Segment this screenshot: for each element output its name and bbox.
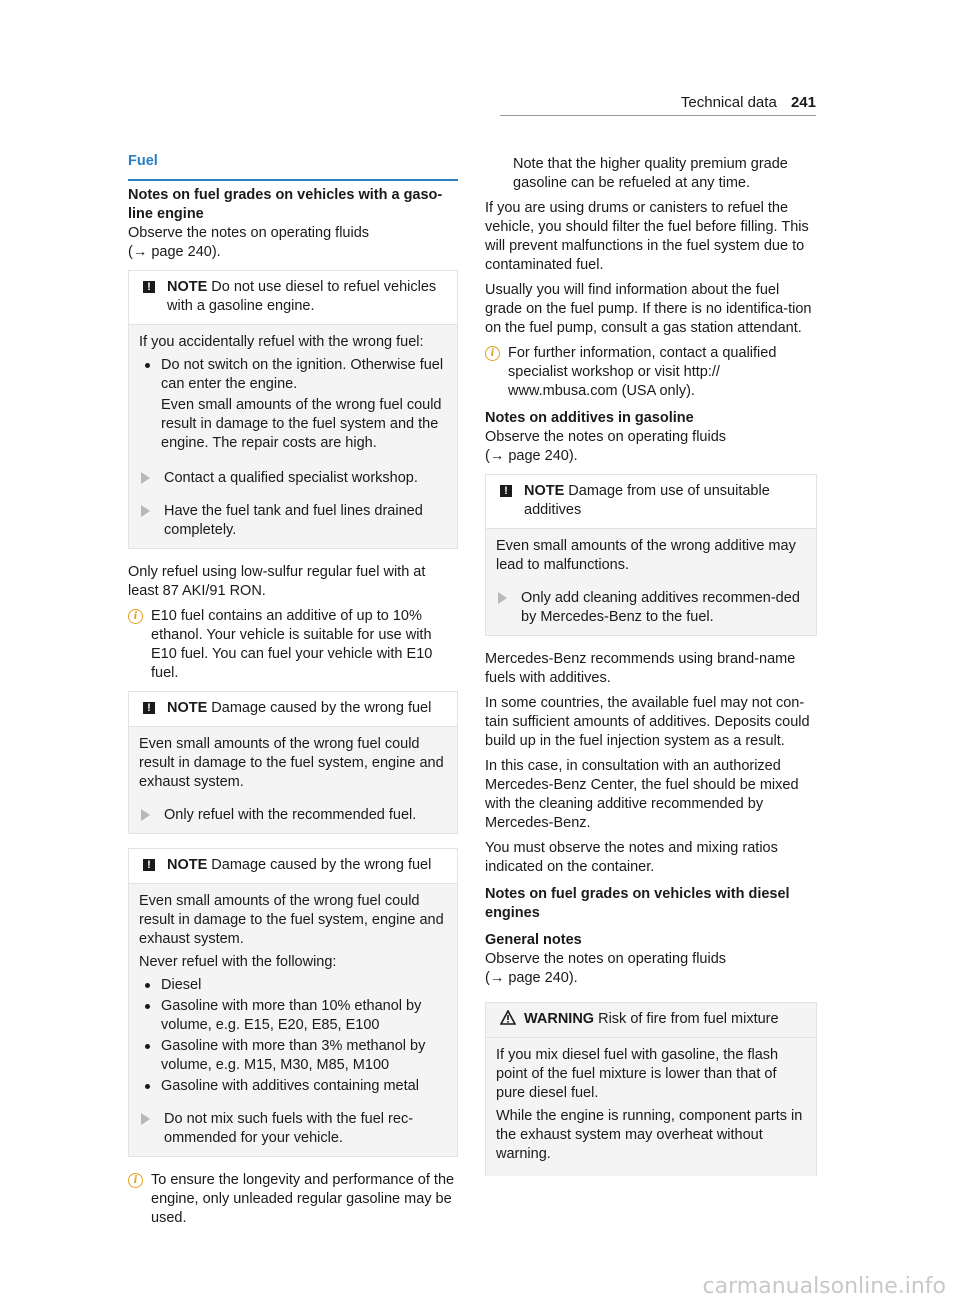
note-header [486, 475, 816, 529]
play-arrow-icon [141, 809, 150, 821]
note-text: Even small amounts of the wrong fuel could result in damage to the fuel system, engine and exhaust system. [139, 893, 444, 947]
low-sulfur-text: Only refuel using low-sulfur regular fuel with at least 87 AKI/91 RON. [128, 564, 426, 599]
note-text: Even small amounts of the wrong additive may lead to malfunctions. [496, 538, 796, 573]
list-item: Gasoline with more than 10% ethanol by volume, e.g. E15, E20, E85, E100 [139, 997, 447, 1035]
page-header [681, 93, 816, 112]
right-column [485, 155, 817, 1188]
warning-box-fire [485, 1002, 817, 1176]
info-icon: i [128, 609, 143, 624]
note-title: Damage caused by the wrong fuel [211, 700, 432, 716]
play-arrow-icon [141, 472, 150, 484]
note-label: NOTE [167, 700, 208, 716]
action-step [139, 800, 447, 825]
note-box-wrong-fuel [128, 691, 458, 834]
step-text: Only add cleaning additives recommen-ded by Mercedes-Benz to the fuel. [521, 590, 800, 625]
note-text: Even small amounts of the wrong fuel could result in damage to the fuel system, engine and exhaust system. [139, 736, 444, 790]
note-title: Damage from use of unsuitable additives [524, 483, 770, 518]
step-text: Do not mix such fuels with the fuel rec-ommended for your vehicle. [164, 1111, 414, 1146]
warning-triangle-icon [500, 1010, 516, 1025]
header-divider [500, 115, 816, 116]
note-box-diesel [128, 270, 458, 549]
fuel-pump-text: Usually you will find information about the fuel grade on the fuel pump. If there is no identifica-tion on the fuel pump, consult a gas station attendant. [485, 282, 812, 336]
info-note-e10 [128, 607, 458, 683]
watermark: carmanualsonline.info [702, 1274, 946, 1299]
mixing-ratios-text: You must observe the notes and mixing ratios indicated on the container. [485, 840, 778, 875]
heading-gasoline-grades: Notes on fuel grades on vehicles with a gaso-line engine [128, 187, 443, 222]
action-step [139, 1104, 447, 1148]
info-icon: i [128, 1173, 143, 1188]
info-note-workshop [485, 344, 817, 401]
info-icon: i [485, 346, 500, 361]
note-box-additives [485, 474, 817, 636]
action-step [496, 583, 806, 627]
list-item: Gasoline with more than 3% methanol by volume, e.g. M15, M30, M85, M100 [139, 1037, 447, 1075]
play-arrow-icon [498, 592, 507, 604]
warning-text: While the engine is running, component parts in the exhaust system may overheat without warning. [496, 1108, 803, 1162]
operating-fluids-text: Observe the notes on operating fluids [485, 429, 727, 445]
note-label: NOTE [167, 279, 208, 295]
play-arrow-icon [141, 505, 150, 517]
heading-diesel-grades: Notes on fuel grades on vehicles with diesel engines [485, 886, 790, 921]
list-item: Gasoline with additives containing metal [139, 1077, 447, 1096]
drums-text: If you are using drums or canisters to refuel the vehicle, you should filter the fuel before filling. This will prevent malfunctions in the fuel system due to contaminated fuel. [485, 200, 809, 273]
note-title: Damage caused by the wrong fuel [211, 857, 432, 873]
note-body [129, 884, 457, 1156]
info-note-unleaded [128, 1171, 458, 1228]
note-continuation: Even small amounts of the wrong fuel could result in damage to the fuel system and the engine. The repair costs are high. [161, 397, 442, 451]
operating-fluids-text: Observe the notes on operating fluids [485, 951, 727, 967]
exclamation-icon: ! [500, 485, 512, 497]
note-header [129, 692, 457, 727]
exclamation-icon: ! [143, 281, 155, 293]
left-column [128, 186, 458, 1236]
play-arrow-icon [141, 1113, 150, 1125]
info-text: For further information, contact a qualified specialist workshop or visit http:// www.mbusa.com (USA only). [508, 345, 777, 399]
brand-name-text: Mercedes-Benz recommends using brand-name fuels with additives. [485, 651, 796, 686]
page-reference[interactable]: (→ page 240). [128, 244, 221, 260]
note-label: NOTE [524, 483, 565, 499]
info-continuation: Note that the higher quality premium grade gasoline can be refueled at any time. [513, 156, 788, 191]
note-body [486, 529, 816, 635]
header-title: Technical data [680, 94, 777, 111]
note-box-never-refuel [128, 848, 458, 1157]
warning-title: Risk of fire from fuel mixture [598, 1011, 779, 1027]
note-body [129, 727, 457, 833]
deposits-text: In some countries, the available fuel may not con-tain sufficient amounts of additives. Deposits could build up in the fuel injection system as a result. [485, 695, 810, 749]
list-item: Do not switch on the ignition. Otherwise fuel can enter the engine. [139, 356, 447, 394]
exclamation-icon: ! [143, 859, 155, 871]
page-reference[interactable]: (→ page 240). [485, 970, 578, 986]
note-title: Do not use diesel to refuel vehicles with a gasoline engine. [167, 279, 437, 314]
warning-label: WARNING [524, 1011, 595, 1027]
page-reference[interactable]: (→ page 240). [485, 448, 578, 464]
operating-fluids-text: Observe the notes on operating fluids [128, 225, 370, 241]
info-text: To ensure the longevity and performance of the engine, only unleaded regular gasoline may be used. [151, 1172, 455, 1226]
consultation-text: In this case, in consultation with an authorized Mercedes-Benz Center, the fuel should be mixed with the cleaning additive recommended by Mercedes-Benz. [485, 758, 799, 831]
action-step [139, 463, 447, 488]
heading-general-notes: General notes [485, 932, 582, 948]
step-text: Have the fuel tank and fuel lines drained completely. [164, 503, 423, 538]
note-intro: If you accidentally refuel with the wrong fuel: [139, 334, 424, 350]
exclamation-icon: ! [143, 702, 155, 714]
warning-header [486, 1003, 816, 1038]
page-number: 241 [790, 94, 816, 111]
warning-text: If you mix diesel fuel with gasoline, the flash point of the fuel mixture is lower than that of pure diesel fuel. [496, 1047, 779, 1101]
step-text: Contact a qualified specialist workshop. [164, 470, 418, 486]
note-header [129, 271, 457, 325]
warning-body [486, 1038, 816, 1176]
info-text: E10 fuel contains an additive of up to 10% ethanol. Your vehicle is suitable for use with E10 fuel. You can fuel your vehicle with E10 fuel. [151, 608, 433, 681]
note-header [129, 849, 457, 884]
note-label: NOTE [167, 857, 208, 873]
section-title: Fuel [128, 152, 458, 181]
list-item: Diesel [139, 976, 447, 995]
note-intro: Never refuel with the following: [139, 954, 337, 970]
action-step [139, 496, 447, 540]
step-text: Only refuel with the recommended fuel. [164, 807, 417, 823]
heading-additives: Notes on additives in gasoline [485, 410, 694, 426]
note-body [129, 325, 457, 548]
